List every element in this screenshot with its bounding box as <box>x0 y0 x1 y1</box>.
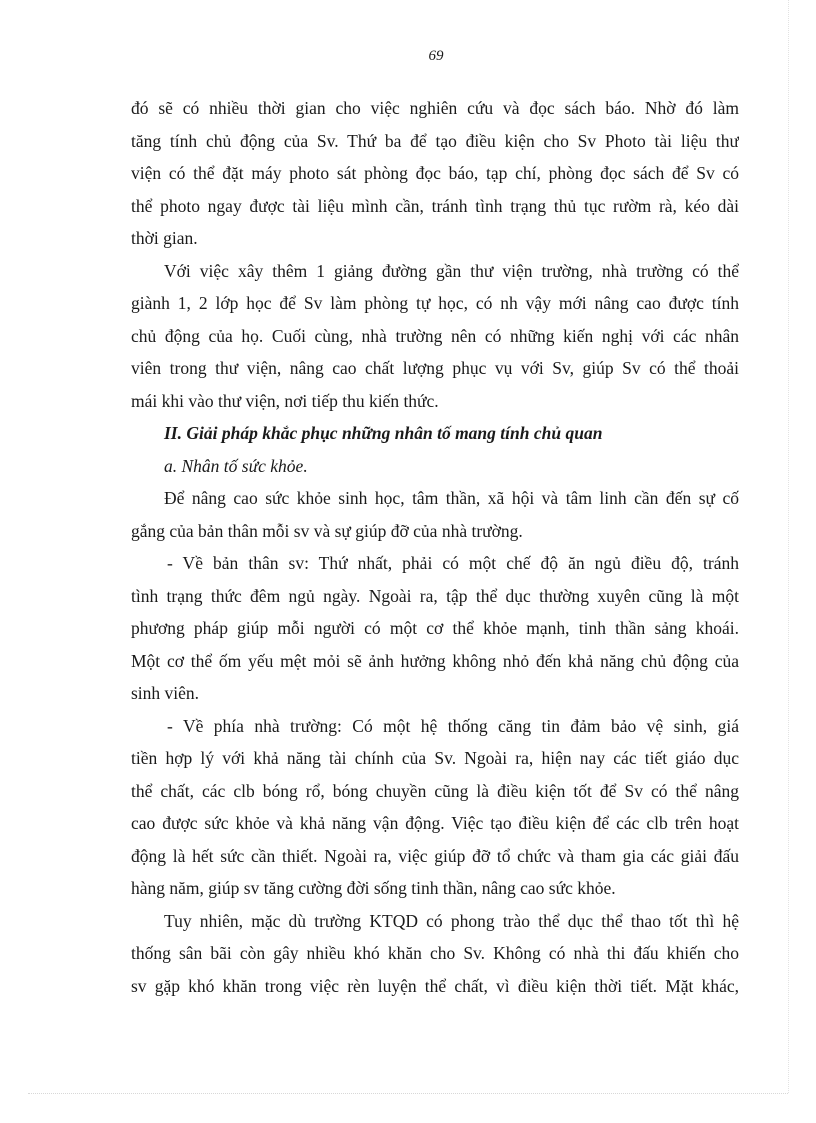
page-bottom-guide <box>28 1093 788 1094</box>
section-heading: II. Giải pháp khắc phục những nhân tố mang tính chủ quan <box>164 423 603 443</box>
paragraph-line: cao được sức khỏe và khả năng vận động. Việc tạo điều kiện để các clb trên hoạt <box>131 813 739 833</box>
paragraph-line: thời gian. <box>131 228 198 248</box>
paragraph-line: thể chất, các clb bóng rổ, bóng chuyền cũng là điều kiện tốt để Sv có thể nâng <box>131 780 739 801</box>
paragraph-line: chủ động của họ. Cuối cùng, nhà trường nên có những kiến nghị với các nhân <box>131 325 739 346</box>
paragraph-line: tình trạng thức đêm ngủ ngày. Ngoài ra, tập thể dục thường xuyên cũng là một <box>131 585 739 606</box>
paragraph-line: sv gặp khó khăn trong việc rèn luyện thể chất, vì điều kiện thời tiết. Mặt khác, <box>131 975 739 996</box>
paragraph-line: thể photo ngay được tài liệu mình cần, tránh tình trạng thủ tục rườm rà, kéo dài <box>131 195 739 216</box>
paragraph-line: Với việc xây thêm 1 giảng đường gần thư viện trường, nhà trường có thể <box>164 260 739 281</box>
page-margin-guide <box>788 0 789 1093</box>
paragraph-line: tiền hợp lý với khả năng tài chính của Sv. Ngoài ra, hiện nay các tiết giáo dục <box>131 748 739 768</box>
paragraph-line: hàng năm, giúp sv tăng cường đời sống tinh thần, nâng cao sức khỏe. <box>131 878 616 898</box>
paragraph-line: tăng tính chủ động của Sv. Thứ ba để tạo điều kiện cho Sv Photo tài liệu thư <box>131 130 739 151</box>
paragraph-line: viên trong thư viện, nâng cao chất lượng phục vụ với Sv, giúp Sv có thể thoải <box>131 358 739 378</box>
page-number: 69 <box>428 48 444 64</box>
paragraph-line: động là hết sức cần thiết. Ngoài ra, việc giúp đỡ tổ chức và tham gia các giải đấu <box>131 845 739 866</box>
paragraph-line: giành 1, 2 lớp học để Sv làm phòng tự học, có nh vậy mới nâng cao được tính <box>131 293 739 313</box>
subsection-heading: a. Nhân tố sức khỏe. <box>164 455 308 476</box>
paragraph-line: Để nâng cao sức khỏe sinh học, tâm thần, xã hội và tâm linh cần đến sự cố <box>164 488 739 508</box>
document-body <box>131 92 739 1002</box>
paragraph-line: gắng của bản thân mỗi sv và sự giúp đỡ của nhà trường. <box>131 520 523 541</box>
paragraph-line: thống sân bãi còn gây nhiều khó khăn cho Sv. Không có nhà thi đấu khiến cho <box>131 943 739 963</box>
paragraph-line: Một cơ thể ốm yếu mệt mỏi sẽ ảnh hưởng không nhỏ đến khả năng chủ động của <box>131 650 739 671</box>
paragraph-line: phương pháp giúp mỗi người có một cơ thể khỏe mạnh, tinh thần sảng khoái. <box>131 618 739 638</box>
bullet-line: - Về bản thân sv: Thứ nhất, phải có một chế độ ăn ngủ điều độ, tránh <box>167 553 739 573</box>
paragraph-line: viện có thể đặt máy photo sát phòng đọc báo, tạp chí, phòng đọc sách để Sv có <box>131 163 739 183</box>
paragraph-line: Tuy nhiên, mặc dù trường KTQD có phong trào thể dục thể thao tốt thì hệ <box>164 910 739 931</box>
bullet-line: - Về phía nhà trường: Có một hệ thống căng tin đảm bảo vệ sinh, giá <box>167 715 739 736</box>
paragraph-line: đó sẽ có nhiều thời gian cho việc nghiên cứu và đọc sách báo. Nhờ đó làm <box>131 98 739 118</box>
paragraph-line: sinh viên. <box>131 683 200 703</box>
paragraph-line: mái khi vào thư viện, nơi tiếp thu kiến thức. <box>131 390 439 411</box>
